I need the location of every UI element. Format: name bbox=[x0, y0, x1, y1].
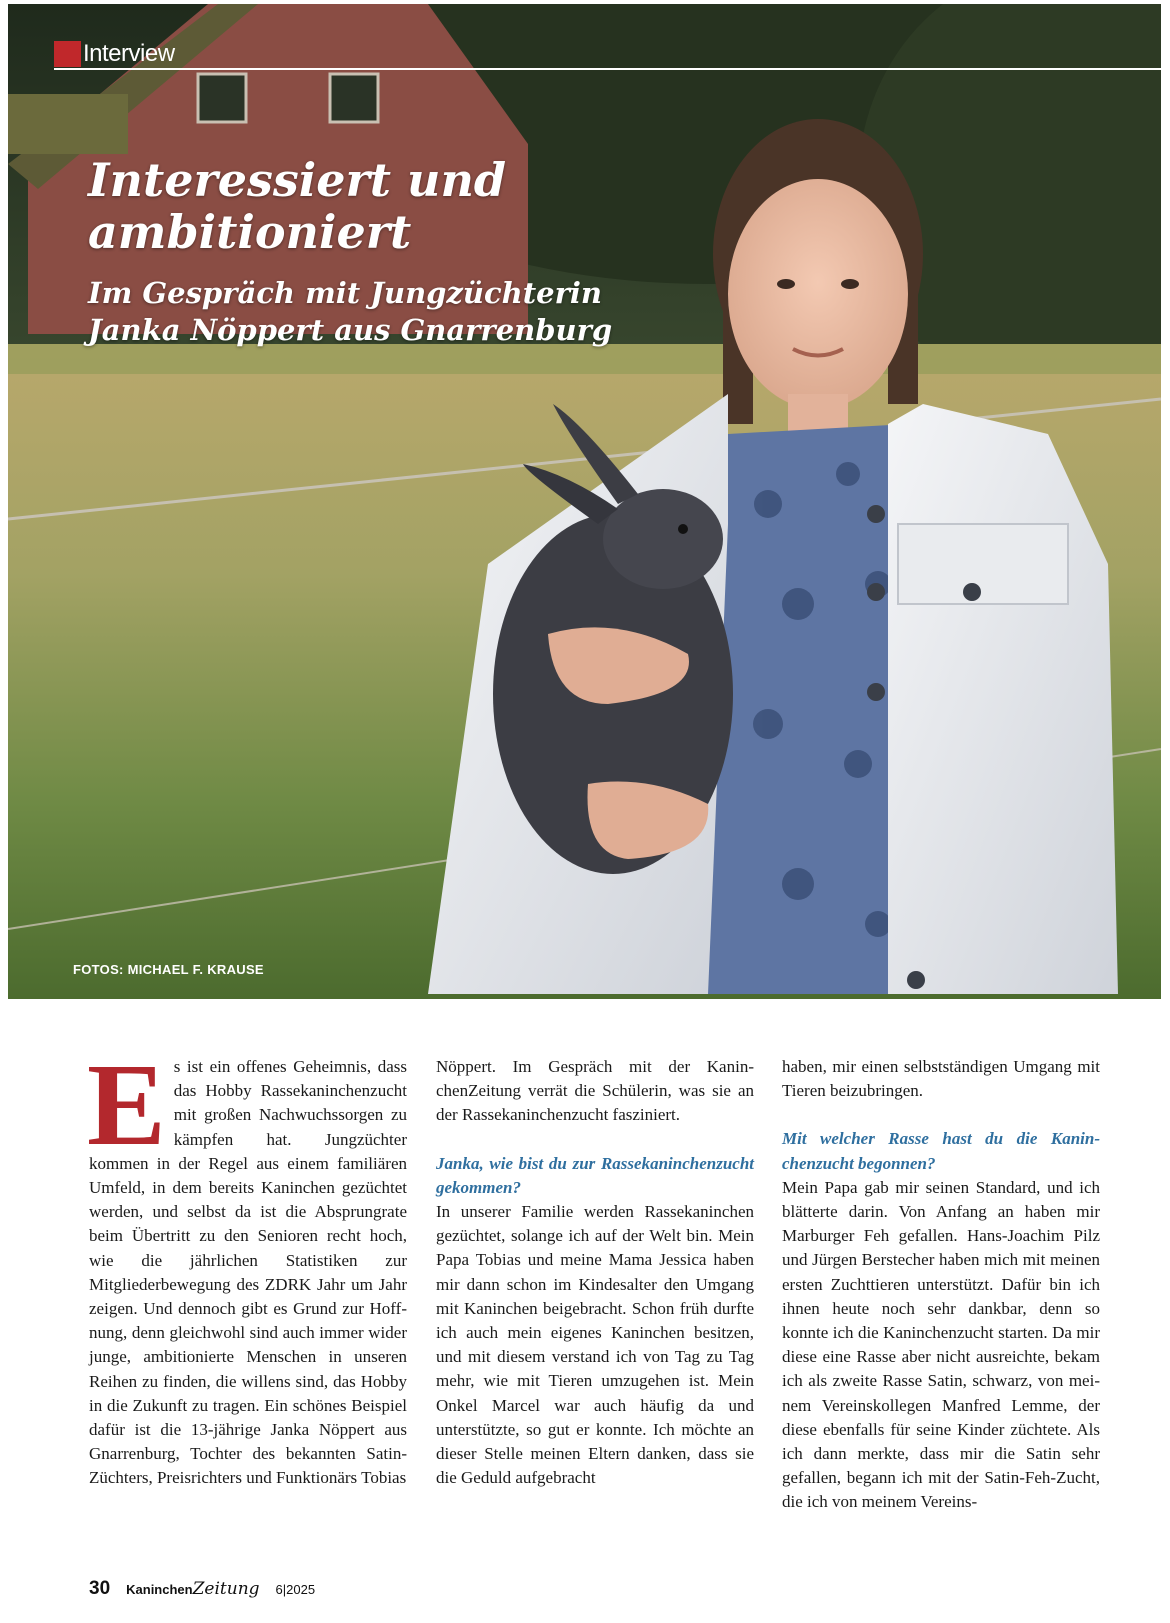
interview-answer-2: Mein Papa gab mir seinen Standard, und ich blätterte darin. Von Anfang an haben mir Marburger Feh gefallen. Hans-Joachim Pilz und Jürgen Berstecher haben mich mit meinen ersten Zuchttieren unterstützt. Dafür bin ich ihnen heute noch sehr dankbar, denn so konnte ich die Kaninchenzucht starten. Da mir diese eine Rasse aber nicht ausreichte, bekam ich als zweite Rasse Satin, schwarz, von meinem Vereinskollegen Manfred Lemme, der diese ebenfalls für seine Kinder züchtete. Als ich dann merkte, dass mir die Satin sehr gefallen, begann ich mit der Satin-Feh-Zucht, die ich von meinem Vereins- bbox=[782, 1177, 1100, 1512]
subheadline-line-2: Janka Nöppert aus Gnarrenburg bbox=[88, 313, 613, 347]
hero-photo bbox=[8, 4, 1161, 999]
article-subheadline bbox=[88, 275, 888, 349]
intro-paragraph-continued: Nöppert. Im Gespräch mit der KaninchenZeitung verrät die Schülerin, was sie an der Rassekaninchenzucht fasziniert. bbox=[436, 1057, 754, 1125]
interview-answer-1-continued: haben, mir einen selbstständigen Umgang mit Tieren beizubringen. bbox=[782, 1057, 1100, 1101]
interview-answer-1: In unserer Familie werden Rassekaninchen gezüchtet, solange ich auf der Welt bin. Mein Papa Tobias und meine Mama Jessica haben mir dann schon im Kindesalter den Umgang mit Kaninchen beigebracht. Schon früh durfte ich auch mein eigenes Kaninchen besitzen, und mit diesem verstand ich von Tag zu Tag mehr, wie mit Tieren umzugehen ist. Mein Onkel Marcel war auch häufig da und unterstützte, so gut er konnte. Ich möchte an dieser Stelle meinen Eltern danken, dass sie die Geduld aufgebracht bbox=[436, 1202, 754, 1488]
headline-line-1: Interessiert und bbox=[88, 153, 507, 207]
intro-paragraph: s ist ein offenes Geheimnis, dass das Hobby Rassekaninchenzucht mit großen Nachwuchssorgen zu kämpfen hat. Jungzüchter kommen in der Regel aus einem familiären Umfeld, in dem bereits Kaninchen gezüchtet werden, und selbst da ist die Absprungrate beim Übertritt zu den Senioren recht hoch, wie die jährlichen Statistiken zur Mitgliederbewegung des ZDRK Jahr um Jahr zeigen. Und dennoch gibt es Grund zur Hoffnung, denn gleichwohl sind auch immer wider junge, ambitionierte Menschen in unseren Reihen zu finden, die willens sind, das Hobby in die Zukunft zu tragen. Ein schönes Beispiel dafür ist die 13-jährige Janka Nöppert aus Gnarrenburg, Tochter des bekannten Satin-Züchters, Preisrichters und Funktionärs Tobias bbox=[89, 1057, 407, 1488]
section-rule bbox=[54, 68, 1161, 70]
photo-credit: FOTOS: MICHAEL F. KRAUSE bbox=[73, 962, 264, 977]
page-number: 30 bbox=[89, 1578, 111, 1599]
article-column-1 bbox=[87, 1039, 407, 1491]
issue-number: 6|2025 bbox=[275, 1582, 316, 1597]
section-tag-label: Interview bbox=[83, 40, 175, 67]
headline-line-2: ambitioniert bbox=[88, 205, 412, 259]
magazine-logo-part-2: Zeitung bbox=[192, 1579, 260, 1599]
magazine-logo-part-1: Kaninchen bbox=[126, 1582, 193, 1597]
article-column-3 bbox=[782, 1055, 1100, 1515]
article-column-2 bbox=[436, 1055, 754, 1490]
interview-question-1: Janka, wie bist du zur Rassekaninchenzucht gekommen? bbox=[436, 1153, 754, 1197]
subheadline-line-1: Im Gespräch mit Jungzüchterin bbox=[88, 276, 602, 310]
drop-cap: E bbox=[87, 1039, 166, 1170]
article-headline bbox=[88, 154, 808, 258]
section-tag bbox=[54, 41, 175, 67]
paragraph-gap bbox=[436, 1128, 754, 1152]
interview-question-2: Mit welcher Rasse hast du die Kaninchenzucht begonnen? bbox=[782, 1129, 1100, 1173]
paragraph-gap bbox=[782, 1103, 1100, 1127]
section-tag-marker bbox=[54, 41, 81, 67]
page-footer bbox=[89, 1578, 315, 1600]
